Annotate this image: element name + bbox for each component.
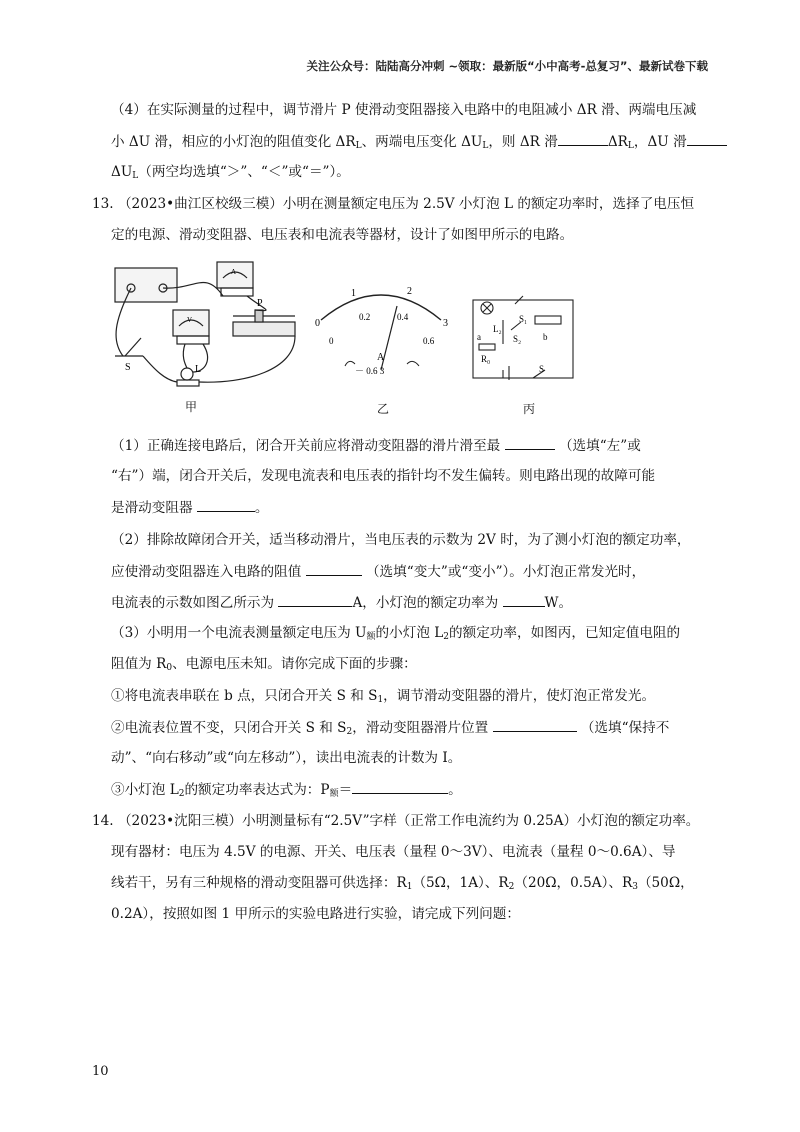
blank-q13-1[interactable] — [505, 435, 555, 450]
q13-part2-line3: 电流表的示数如图乙所示为 A，小灯泡的额定功率为 W。 — [111, 592, 572, 613]
q13-intro-line2: 定的电源、滑动变阻器、电压表和电流表等器材，设计了如图甲所示的电路。 — [111, 227, 574, 243]
blank-q12-2[interactable] — [687, 131, 727, 146]
blank-q13-4[interactable] — [278, 592, 352, 607]
label-V-meter: V — [187, 316, 193, 324]
q13-part3-line2: 阻值为 $R_0$、电源电压未知。请你完成下面的步骤： — [111, 656, 417, 673]
q12-part4-line2: 小 ΔU 滑，相应的小灯泡的阻值变化 $\Delta R_L$、两端电压变化 $\Delta U_L$，则 ΔR 滑 $\Delta R_L$，ΔU 滑 — [111, 131, 727, 156]
figure-jia-apparatus — [105, 260, 585, 420]
blank-q12-1[interactable] — [558, 131, 608, 146]
ammeter-terminals: － 0.6 3 — [355, 366, 385, 376]
blank-q13-5[interactable] — [503, 592, 545, 607]
scale-3: 3 — [443, 318, 448, 329]
q13-part2-line1: （2）排除故障闭合开关，适当移动滑片，当电压表的示数为 2V 时，为了测小灯泡的额定功率， — [111, 532, 691, 548]
scale-0-top: 0 — [315, 318, 320, 329]
label-A-meter: A — [231, 268, 237, 276]
q14-line3: 线若干，另有三种规格的滑动变阻器可供选择：$R_1(5\Omega$，1A）、$R_2(20\Omega$，0.5A）、$R_3(50\Omega$， — [111, 875, 694, 892]
q14-line4: 0.2A），按照如图 1 甲所示的实验电路进行实验，请完成下列问题： — [111, 906, 520, 922]
header-note: 关注公众号：陆陆高分冲刺 ~领取：最新版“小中高考-总复习”、最新试卷下载 — [306, 59, 708, 73]
caption-jia: 甲 — [185, 400, 198, 414]
scale-0.4: 0.4 — [397, 312, 409, 322]
circuit-a: a — [477, 332, 481, 342]
caption-yi: 乙 — [377, 402, 390, 416]
circuit-b: b — [543, 332, 548, 342]
q13-part1-line1: （1）正确连接电路后，闭合开关前应将滑动变阻器的滑片滑至最 （选填“左”或 — [111, 435, 641, 456]
scale-2: 2 — [407, 286, 412, 297]
q12-part4-line3: $\Delta U_L$（两空均选填“＞”、“＜”或“＝”）。 — [111, 164, 350, 181]
q13-part3-line1: （3）小明用一个电流表测量额定电压为 $U_额$的小灯泡 $L_2$的额定功率，如图丙，已知定值电阻的 — [111, 625, 681, 642]
figure-yi-ammeter — [315, 286, 448, 376]
page-number: 10 — [92, 1064, 109, 1079]
blank-q13-2[interactable] — [197, 497, 255, 512]
scale-0.2: 0.2 — [359, 312, 371, 322]
q13-part1-line3: 是滑动变阻器 。 — [111, 497, 268, 518]
scale-0-bottom: 0 — [329, 336, 334, 346]
scale-1: 1 — [351, 288, 356, 299]
circuit-R0: R₀ — [481, 354, 491, 364]
label-S: S — [125, 362, 131, 373]
blank-q13-3[interactable] — [306, 561, 362, 576]
q13-step2-line1: ②电流表位置不变，只闭合开关 S 和 $S_2$，滑动变阻器滑片位置 （选填“保持不 — [111, 717, 669, 742]
figure-bing-circuit — [473, 296, 573, 380]
q13-step3: ③小灯泡 $L_2$的额定功率表达式为：$P_额=$ 。 — [111, 779, 462, 804]
q14-line2: 现有器材：电压为 4.5V 的电源、开关、电压表（量程 0～3V）、电流表（量程 0～0.6A）、导 — [111, 844, 676, 860]
q13-part2-line2: 应使滑动变阻器连入电路的阻值 （选填“变大”或“变小”）。小灯泡正常发光时， — [111, 561, 645, 582]
q12-part4-line1: （4）在实际测量的过程中，调节滑片 P 使滑动变阻器接入电路中的电阻减小 ΔR 滑、两端电压减 — [111, 102, 697, 118]
circuit-S2: S₂ — [513, 334, 522, 344]
circuit-S: S — [539, 364, 545, 374]
caption-bing: 丙 — [523, 402, 536, 416]
q13-step2-line2: 动”、“向右移动”或“向左移动”），读出电流表的计数为 I。 — [111, 750, 462, 766]
label-P: P — [257, 298, 263, 309]
blank-q13-6[interactable] — [493, 717, 577, 732]
blank-q13-7[interactable] — [352, 779, 448, 794]
q13-figures — [105, 260, 585, 420]
q13-step1: ①将电流表串联在 b 点，只闭合开关 S 和 $S_1$，调节滑动变阻器的滑片，使灯泡正常发光。 — [111, 688, 656, 705]
circuit-S1: S₁ — [519, 314, 528, 324]
q14-line1: 14. （2023•沈阳三模）小明测量标有“2.5V”字样（正常工作电流约为 0.25A）小灯泡的额定功率。 — [92, 813, 700, 829]
label-L: L — [195, 364, 202, 375]
circuit-L2: L₂ — [493, 324, 502, 334]
q13-part1-line2: “右”）端，闭合开关后，发现电流表和电压表的指针均不发生偏转。则电路出现的故障可能 — [111, 468, 656, 484]
ammeter-A-label: A — [377, 352, 385, 363]
scale-0.6: 0.6 — [423, 336, 435, 346]
q13-intro-line1: 13. （2023•曲江区校级三模）小明在测量额定电压为 2.5V 小灯泡 L 的额定功率时，选择了电压恒 — [92, 196, 695, 212]
